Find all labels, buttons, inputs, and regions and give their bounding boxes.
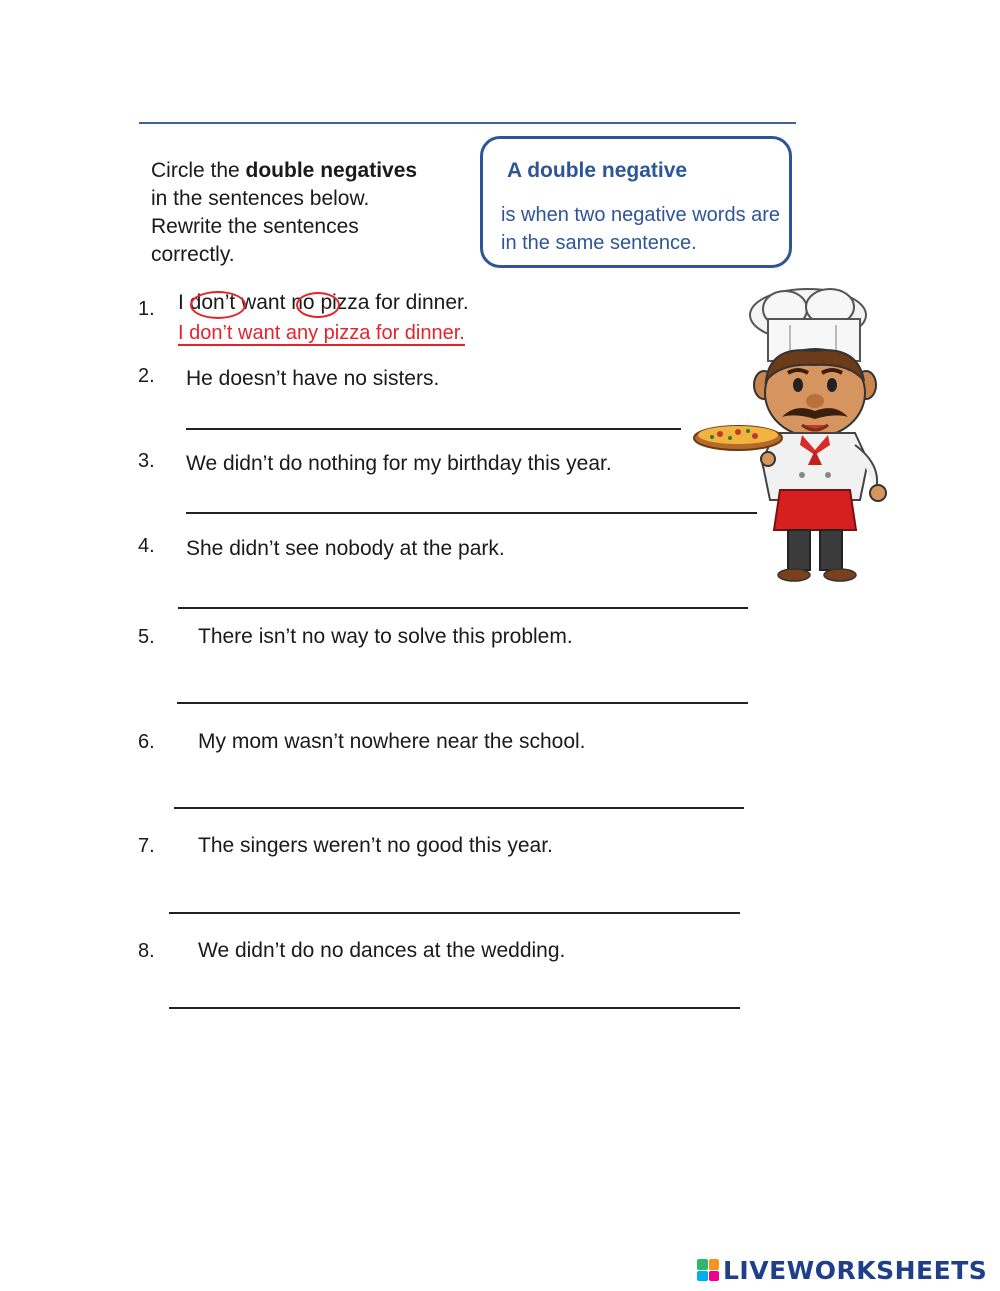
answer-line[interactable] (169, 1007, 740, 1009)
item-sentence: We didn’t do no dances at the wedding. (198, 939, 566, 962)
instructions-bold: double negatives (245, 159, 418, 182)
sentence-part: pizza for dinner. (314, 291, 469, 314)
item-number: 4. (138, 535, 155, 557)
item-number: 6. (138, 731, 155, 753)
item-sentence: The singers weren’t no good this year. (198, 834, 553, 857)
item-number: 8. (138, 940, 155, 962)
definition-body: is when two negative words are in the same sentence. (501, 204, 781, 254)
instructions-text: Circle the (151, 159, 246, 182)
answer-line[interactable] (169, 912, 740, 914)
item-sentence: There isn’t no way to solve this problem. (198, 625, 573, 648)
chef-illustration (690, 285, 890, 585)
negative-word[interactable]: don’t (189, 291, 236, 314)
item-sentence: My mom wasn’t nowhere near the school. (198, 730, 586, 753)
sentence-part: want (235, 291, 292, 314)
item-sentence: She didn’t see nobody at the park. (186, 537, 505, 560)
item-number: 5. (138, 626, 155, 648)
logo-mark-icon (697, 1259, 719, 1281)
instructions-text: correctly. (151, 243, 235, 266)
instructions-text: in the sentences below. (151, 187, 370, 210)
sentence-part: I (178, 291, 190, 314)
item-number: 2. (138, 365, 155, 387)
chef-head (754, 349, 876, 437)
answer-line[interactable] (186, 428, 681, 430)
pizza-icon (694, 426, 782, 469)
instructions-text: Rewrite the sentences (151, 215, 359, 238)
circle-mark (296, 292, 340, 318)
item-number: 1. (138, 298, 155, 320)
instructions (151, 157, 471, 269)
liveworksheets-logo (697, 1255, 987, 1285)
answer-line[interactable] (177, 702, 748, 704)
circle-mark (190, 291, 246, 319)
answer-line[interactable] (174, 807, 744, 809)
item-number: 7. (138, 835, 155, 857)
answer-line[interactable] (186, 512, 757, 514)
item-number: 3. (138, 450, 155, 472)
item-sentence: We didn’t do nothing for my birthday this year. (186, 452, 612, 475)
item-sentence: He doesn’t have no sisters. (186, 367, 440, 390)
example-answer: I don’t want any pizza for dinner. (178, 322, 465, 344)
definition-box (480, 136, 792, 268)
top-rule (139, 122, 796, 124)
chef-body (762, 433, 886, 581)
definition-title: A double negative (507, 159, 688, 182)
logo-text: LIVEWORKSHEETS (723, 1255, 988, 1285)
answer-line[interactable] (178, 607, 748, 609)
negative-word[interactable]: no (291, 291, 315, 314)
